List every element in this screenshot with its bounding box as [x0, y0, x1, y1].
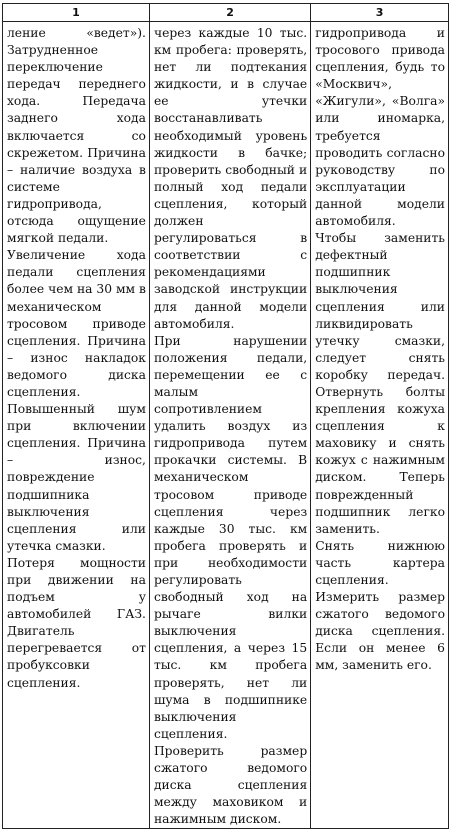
column-header-1: 1 [3, 4, 150, 22]
column-2-paragraph-1: через каждые 10 тыс. км пробега: проверять, нет ли подтекания жидкости, и в случае ее утечки восстанавливать необходимый уровень жидкости в бачке; проверить свободный и полный ход педали сцепления, который должен регулироваться в соответствии с рекомендациями заводской инструкции для данной модели автомобиля. [153, 26, 308, 331]
header-row [3, 4, 449, 22]
column-header-2: 2 [149, 4, 310, 22]
column-2-cell [149, 22, 310, 829]
column-3-paragraph-3: Снять нижнюю часть картера сцепления. Измерить размер сжатого ведомого диска сцепления. Если он менее 6 мм, заменить его. [315, 538, 445, 673]
column-1-cell [3, 22, 150, 829]
column-1-paragraph-3: Повышенный шум при включении сцепления. Причина – износ, повреждение подшипника выключения сцепления или утечка смазки. [7, 402, 146, 553]
column-3-paragraph-1: гидропривода и тросового привода сцепления, будь то «Москвич», «Жигули», «Волга» или иномарка, требуется проводить согласно руководству по эксплуатации данной модели автомобиля. [315, 26, 445, 229]
column-header-3: 3 [311, 4, 449, 22]
column-2-paragraph-2: При нарушении положения педали, перемещении ее с малым сопротивлением удалить воздух из гидропривода путем прокачки системы. В механическом тросовом приводе сцепления через каждые 30 тыс. км пробега проверять и при необходимости регулировать свободный ход на рычаге вилки выключения сцепления, а через 15 тыс. км пробега проверять, нет ли шума в подшипнике выключения сцепления. [153, 333, 308, 741]
body-row [3, 22, 449, 829]
column-1-paragraph-2: Увеличение хода педали сцепления более чем на 30 мм в механическом тросовом приводе сцепления. Причина – износ накладок ведомого диска сцепления. [7, 248, 146, 399]
column-3-cell [311, 22, 449, 829]
column-1-paragraph-4: Потеря мощности при движении на подъем у автомобилей ГАЗ. Двигатель перегревается от пробуксовки сцепления. [7, 555, 146, 690]
column-1-paragraph-1: ление «ведет»). Затрудненное переключение передач переднего хода. Передача заднего хода включается со скрежетом. Причина – наличие воздуха в системе гидропривода, отсюда ощущение мягкой педали. [7, 26, 146, 246]
column-2-paragraph-3: Проверить размер сжатого ведомого диска сцепления между маховиком и нажимным диском. [153, 743, 308, 827]
data-table [2, 3, 449, 829]
column-3-paragraph-2: Чтобы заменить дефектный подшипник выключения сцепления или ликвидировать утечку смазки, следует снять коробку передач. Отвернуть болты крепления кожуха сцепления к маховику и снять кожух с нажимным диском. Теперь поврежденный подшипник легко заменить. [315, 231, 445, 536]
